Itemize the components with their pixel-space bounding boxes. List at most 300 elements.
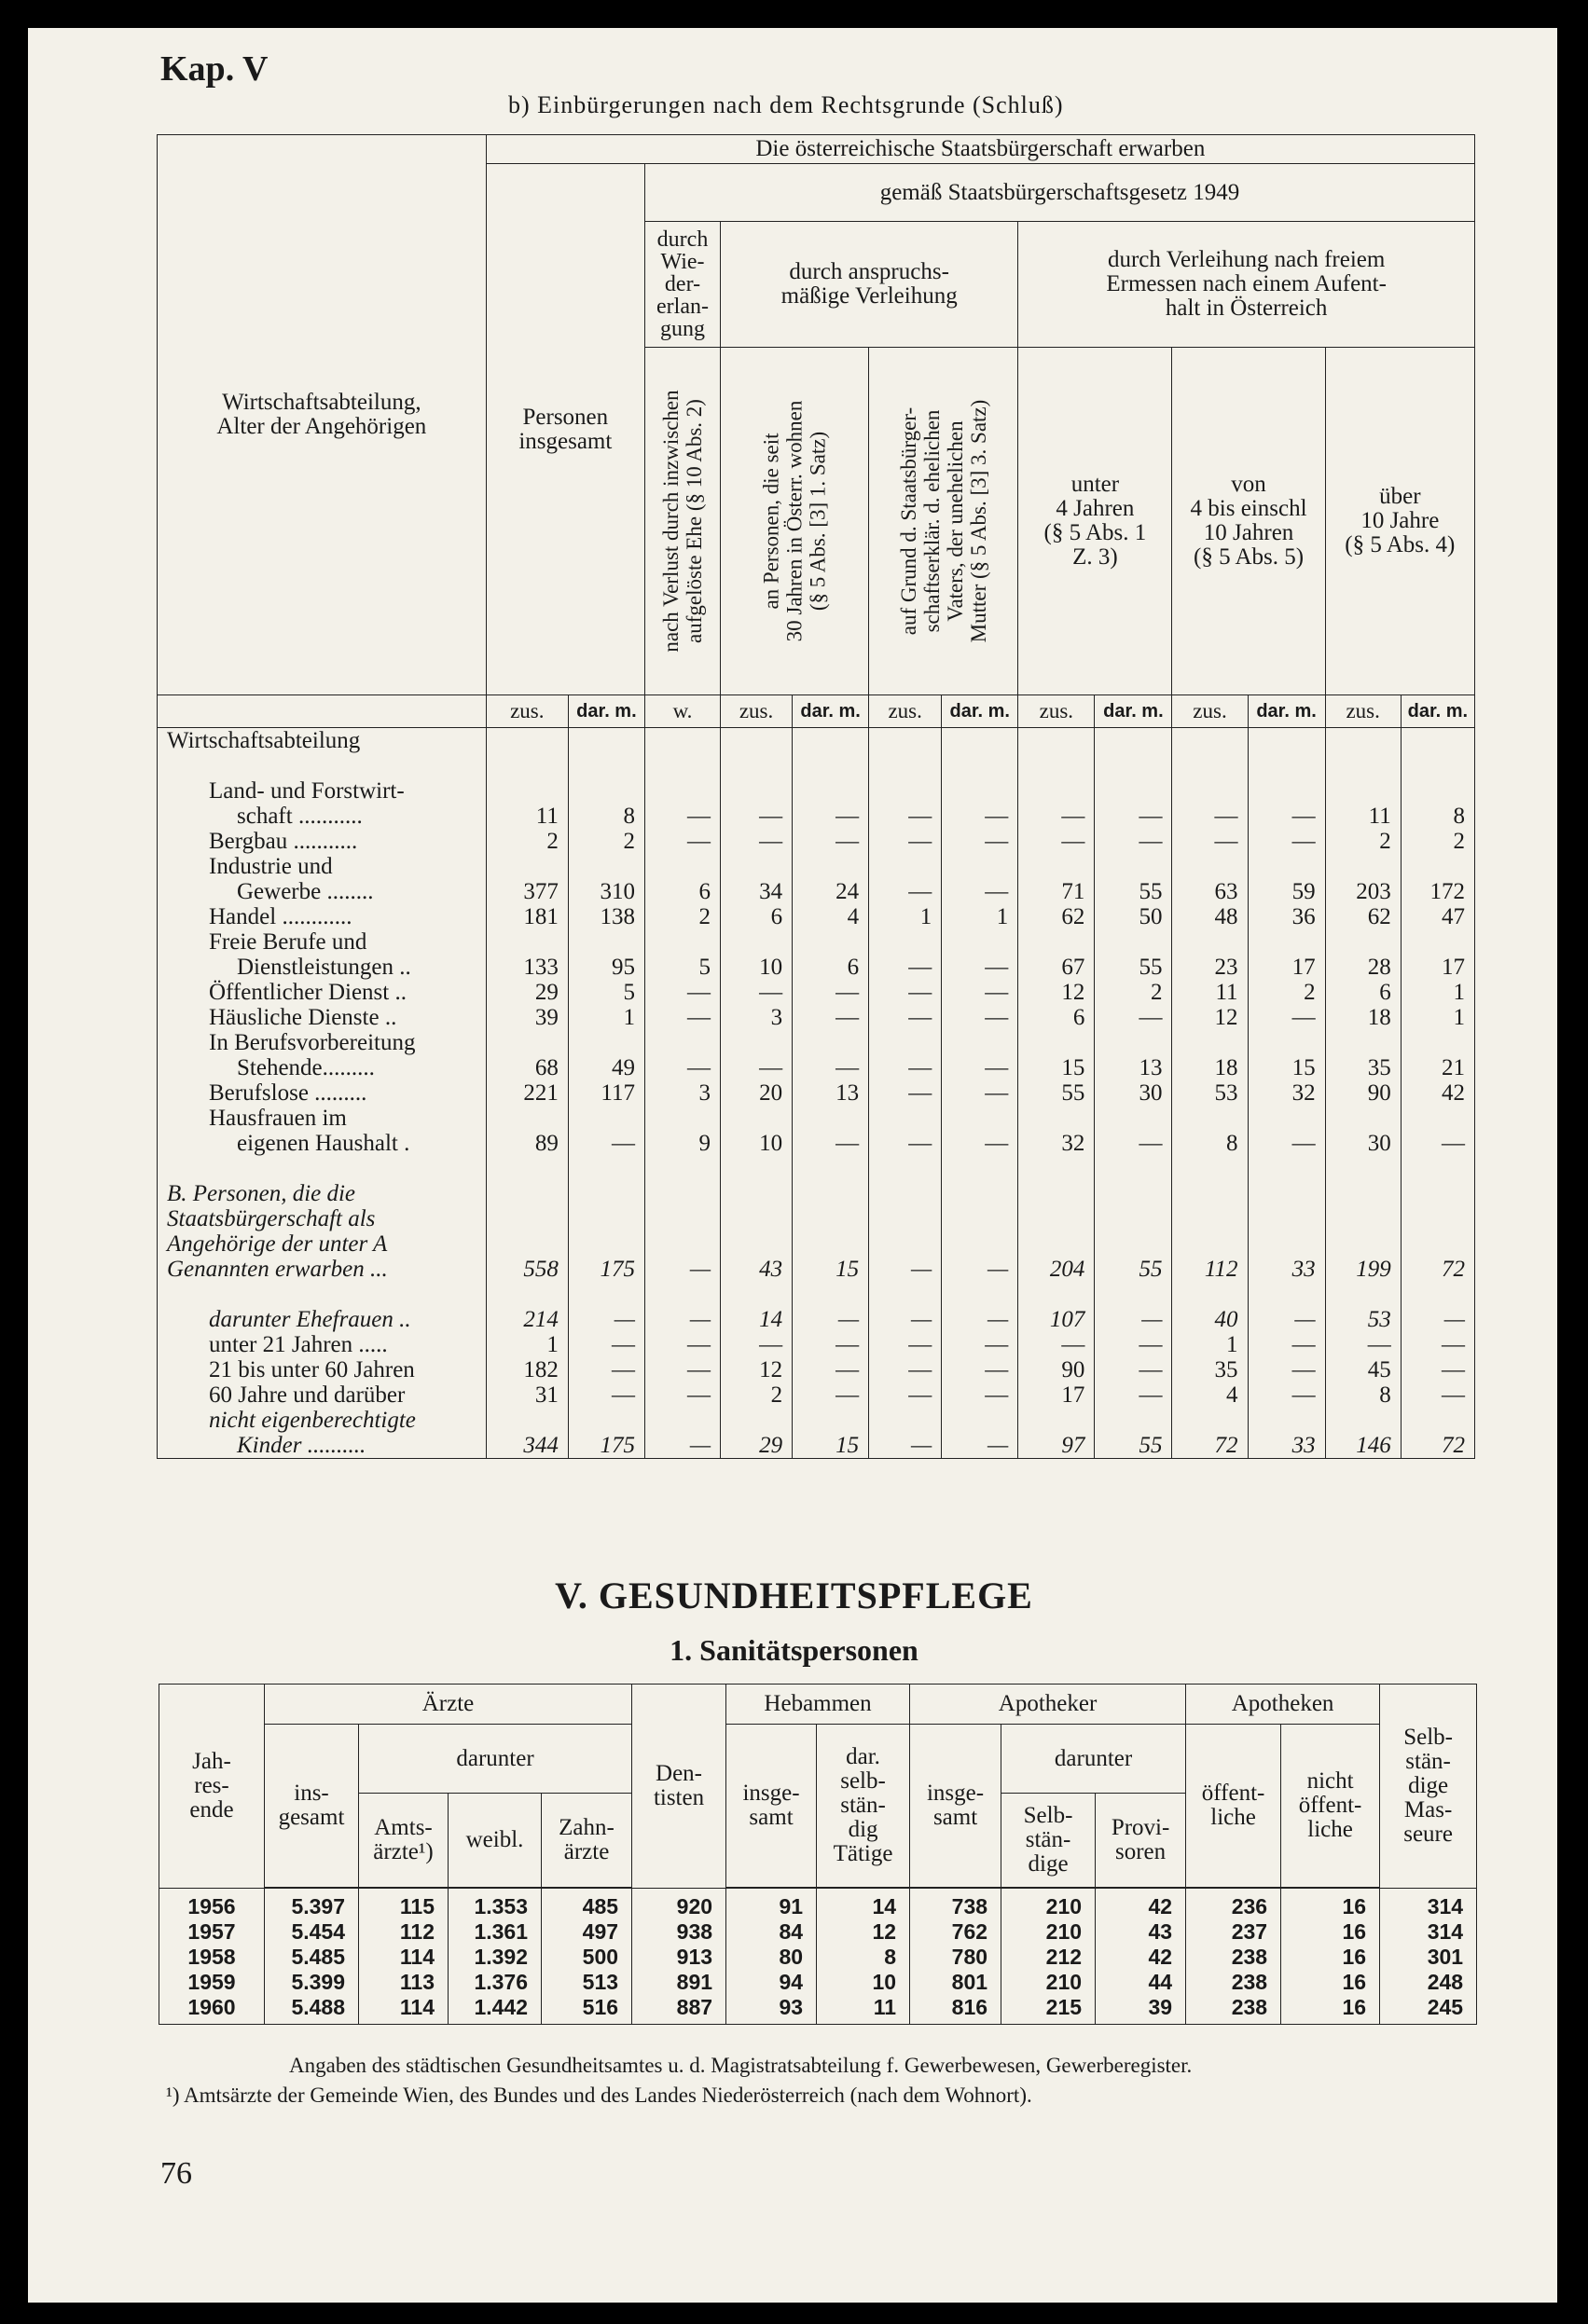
cell-value [1095, 778, 1172, 804]
header-aerzte: Ärzte [265, 1685, 632, 1725]
cell-value [869, 1206, 942, 1231]
row-label-header: Wirtschaftsabteilung, Alter der Angehörigen [158, 135, 487, 695]
cell-value: 887 [632, 1995, 726, 2025]
cell-value: 1 [568, 1005, 644, 1030]
table-row [158, 829, 1475, 854]
cell-value: 50 [1095, 904, 1172, 929]
cell-value: 245 [1380, 1995, 1477, 2025]
cell-value [1172, 1156, 1248, 1181]
cell-value [644, 1030, 720, 1055]
cell-value [1248, 1231, 1325, 1257]
cell-value: 310 [568, 879, 644, 904]
row-label: Angehörige der unter A [158, 1231, 487, 1257]
cell-value: 29 [721, 1433, 793, 1459]
cell-value: 33 [1248, 1257, 1325, 1282]
cell-value [644, 753, 720, 778]
cell-value: — [1018, 829, 1095, 854]
cell-value: 114 [359, 1945, 449, 1970]
cell-value: 55 [1018, 1080, 1095, 1106]
cell-value: 18 [1172, 1055, 1248, 1080]
table-subtitle: b) Einbürgerungen nach dem Rechtsgrunde (Schluß) [508, 91, 1064, 118]
cell-value: — [793, 1307, 869, 1332]
cell-value: 236 [1186, 1889, 1281, 1920]
cell-value [1248, 929, 1325, 955]
row-label: Häusliche Dienste .. [158, 1005, 487, 1030]
cell-value: — [942, 1131, 1018, 1156]
row-label: Freie Berufe und [158, 929, 487, 955]
cell-value: — [721, 829, 793, 854]
cell-value [1172, 728, 1248, 754]
cell-value [1018, 1030, 1095, 1055]
cell-value [1095, 929, 1172, 955]
cell-value: 1.442 [449, 1995, 542, 2025]
cell-value [568, 728, 644, 754]
cell-value: — [644, 1055, 720, 1080]
cell-value [1401, 854, 1474, 879]
cell-value: — [644, 1307, 720, 1332]
cell-value: 920 [632, 1889, 726, 1920]
cell-value: 72 [1172, 1433, 1248, 1459]
cell-value: 314 [1380, 1919, 1477, 1945]
cell-value: 16 [1281, 1919, 1380, 1945]
cell-value: 1.376 [449, 1970, 542, 1995]
cell-value: 1.353 [449, 1889, 542, 1920]
cell-value [486, 728, 568, 754]
year-cell: 1958 [159, 1945, 265, 1970]
cell-value [644, 1206, 720, 1231]
cell-value [1018, 728, 1095, 754]
cell-value: 2 [1095, 980, 1172, 1005]
header-acquired: Die österreichische Staatsbürgerschaft erwarben [486, 135, 1474, 164]
cell-value: — [869, 829, 942, 854]
cell-value: 47 [1401, 904, 1474, 929]
year-cell: 1957 [159, 1919, 265, 1945]
cell-value [1018, 1282, 1095, 1307]
cell-value: 204 [1018, 1257, 1095, 1282]
cell-value: 738 [910, 1889, 1001, 1920]
cell-value: 11 [1325, 804, 1401, 829]
cell-value: 24 [793, 879, 869, 904]
cell-value: 938 [632, 1919, 726, 1945]
cell-value [869, 854, 942, 879]
cell-value [721, 1206, 793, 1231]
cell-value: 89 [486, 1131, 568, 1156]
cell-value: — [869, 955, 942, 980]
cell-value [1248, 778, 1325, 804]
cell-value: 4 [793, 904, 869, 929]
cell-value: — [644, 1005, 720, 1030]
header-apotheker-selbstaendig: Selb- stän- dige [1001, 1794, 1096, 1888]
unit-darm: dar. m. [1095, 695, 1172, 728]
cell-value: — [1325, 1332, 1401, 1357]
cell-value [1401, 1030, 1474, 1055]
cell-value: 28 [1325, 955, 1401, 980]
cell-value: 238 [1186, 1970, 1281, 1995]
cell-value [721, 728, 793, 754]
cell-value: — [793, 1332, 869, 1357]
cell-value: — [1401, 1382, 1474, 1408]
cell-value: — [869, 1382, 942, 1408]
table-row [159, 1995, 1477, 2025]
cell-value: 34 [721, 879, 793, 904]
unit-zus: zus. [1325, 695, 1401, 728]
cell-value [721, 854, 793, 879]
cell-value [942, 728, 1018, 754]
cell-value: 59 [1248, 879, 1325, 904]
header-anspruch: durch anspruchs- mäßige Verleihung [721, 222, 1018, 348]
table-row [158, 904, 1475, 929]
cell-value: — [793, 1357, 869, 1382]
cell-value [1095, 1282, 1172, 1307]
table-row [159, 1970, 1477, 1995]
cell-value [1172, 1408, 1248, 1433]
cell-value: 8 [1172, 1131, 1248, 1156]
table-row [158, 955, 1475, 980]
cell-value: 6 [644, 879, 720, 904]
cell-value: 2 [486, 829, 568, 854]
header-amtsaerzte: Amts- ärzte¹) [359, 1794, 449, 1888]
cell-value [568, 1408, 644, 1433]
cell-value [942, 1282, 1018, 1307]
unit-darm: dar. m. [942, 695, 1018, 728]
cell-value: 210 [1001, 1970, 1096, 1995]
cell-value [486, 753, 568, 778]
row-label [158, 753, 487, 778]
header-apotheker-darunter: darunter [1001, 1725, 1186, 1794]
cell-value [1172, 929, 1248, 955]
cell-value: 14 [721, 1307, 793, 1332]
row-label: Öffentlicher Dienst .. [158, 980, 487, 1005]
cell-value: — [869, 1080, 942, 1106]
cell-value: 43 [1096, 1919, 1186, 1945]
cell-value [1172, 1106, 1248, 1131]
cell-value [1401, 1106, 1474, 1131]
cell-value: — [721, 980, 793, 1005]
cell-value: — [942, 955, 1018, 980]
cell-value: — [793, 1131, 869, 1156]
unit-zus: zus. [486, 695, 568, 728]
header-masseure: Selb- stän- dige Mas- seure [1380, 1685, 1477, 1889]
cell-value: — [568, 1307, 644, 1332]
health-personnel-table [159, 1684, 1477, 2025]
cell-value [721, 1408, 793, 1433]
cell-value: — [644, 804, 720, 829]
cell-value: — [942, 1307, 1018, 1332]
cell-value: 55 [1095, 1433, 1172, 1459]
header-4-to-10: von 4 bis einschl 10 Jahren (§ 5 Abs. 5) [1172, 348, 1325, 695]
cell-value: 2 [1248, 980, 1325, 1005]
cell-value: 175 [568, 1433, 644, 1459]
cell-value: 16 [1281, 1995, 1380, 2025]
table-row [158, 778, 1475, 804]
cell-value: 1 [942, 904, 1018, 929]
cell-value [869, 1106, 942, 1131]
cell-value [568, 1231, 644, 1257]
row-label: schaft ........... [158, 804, 487, 829]
cell-value: 21 [1401, 1055, 1474, 1080]
cell-value: 891 [632, 1970, 726, 1995]
header-hebammen-selbstaendig: dar. selb- stän- dig Tätige [817, 1725, 910, 1888]
cell-value [568, 1156, 644, 1181]
cell-value: 762 [910, 1919, 1001, 1945]
cell-value [1401, 1408, 1474, 1433]
cell-value [486, 1231, 568, 1257]
cell-value [1248, 728, 1325, 754]
table-row [158, 1307, 1475, 1332]
cell-value [1325, 1408, 1401, 1433]
cell-value [486, 1156, 568, 1181]
cell-value: — [644, 1357, 720, 1382]
cell-value [793, 1282, 869, 1307]
cell-value [1018, 1231, 1095, 1257]
cell-value: 172 [1401, 879, 1474, 904]
cell-value: — [721, 1332, 793, 1357]
cell-value: 90 [1325, 1080, 1401, 1106]
cell-value [793, 1408, 869, 1433]
table-row [158, 929, 1475, 955]
cell-value: 1.361 [449, 1919, 542, 1945]
cell-value: 138 [568, 904, 644, 929]
cell-value: 215 [1001, 1995, 1096, 2025]
cell-value: — [869, 1357, 942, 1382]
cell-value [644, 929, 720, 955]
cell-value: 112 [359, 1919, 449, 1945]
row-label: nicht eigenberechtigte [158, 1408, 487, 1433]
section-title: V. GESUNDHEITSPFLEGE [555, 1575, 1033, 1616]
cell-value: 146 [1325, 1433, 1401, 1459]
cell-value [869, 1231, 942, 1257]
cell-value: — [869, 980, 942, 1005]
cell-value: 2 [644, 904, 720, 929]
cell-value [1095, 1156, 1172, 1181]
cell-value: — [942, 1055, 1018, 1080]
cell-value: — [1095, 829, 1172, 854]
cell-value [793, 1206, 869, 1231]
cell-value [793, 1156, 869, 1181]
cell-value [1095, 1231, 1172, 1257]
cell-value [1325, 1231, 1401, 1257]
cell-value: 210 [1001, 1919, 1096, 1945]
cell-value: 113 [359, 1970, 449, 1995]
cell-value [486, 1282, 568, 1307]
cell-value: — [869, 804, 942, 829]
cell-value: — [869, 1332, 942, 1357]
header-provisoren: Provi- soren [1096, 1794, 1186, 1888]
cell-value: 203 [1325, 879, 1401, 904]
cell-value: 13 [1095, 1055, 1172, 1080]
header-parent-declaration: auf Grund d. Staatsbürger- schaftserklär. d. ehelichen Vaters, der unehelichen Mutter (§ 5 Abs. [3] 3. Satz) [869, 348, 1018, 695]
cell-value: — [942, 1433, 1018, 1459]
cell-value: 199 [1325, 1257, 1401, 1282]
cell-value [568, 1181, 644, 1206]
cell-value: 10 [721, 1131, 793, 1156]
cell-value [1172, 854, 1248, 879]
cell-value: — [1248, 829, 1325, 854]
cell-value: 3 [721, 1005, 793, 1030]
cell-value: 84 [726, 1919, 817, 1945]
header-dentisten: Den- tisten [632, 1685, 726, 1889]
cell-value [644, 728, 720, 754]
cell-value: 500 [542, 1945, 632, 1970]
naturalization-table [157, 134, 1475, 1459]
cell-value: 6 [1018, 1005, 1095, 1030]
row-label: Dienstleistungen .. [158, 955, 487, 980]
cell-value: 31 [486, 1382, 568, 1408]
cell-value: — [942, 1080, 1018, 1106]
cell-value: 2 [568, 829, 644, 854]
cell-value: 36 [1248, 904, 1325, 929]
cell-value: 210 [1001, 1889, 1096, 1920]
cell-value [1018, 753, 1095, 778]
cell-value [486, 778, 568, 804]
row-label: Staatsbürgerschaft als [158, 1206, 487, 1231]
cell-value: — [869, 1005, 942, 1030]
cell-value: 35 [1172, 1357, 1248, 1382]
cell-value: — [793, 804, 869, 829]
cell-value: 12 [1018, 980, 1095, 1005]
cell-value: 133 [486, 955, 568, 980]
table-row [158, 1433, 1475, 1459]
cell-value: 95 [568, 955, 644, 980]
unit-darm: dar. m. [568, 695, 644, 728]
cell-value [1401, 1206, 1474, 1231]
cell-value [721, 929, 793, 955]
cell-value [721, 1030, 793, 1055]
cell-value [942, 1106, 1018, 1131]
year-cell: 1960 [159, 1995, 265, 2025]
row-label: Gewerbe ........ [158, 879, 487, 904]
cell-value [1248, 753, 1325, 778]
cell-value: 43 [721, 1257, 793, 1282]
cell-value [721, 1282, 793, 1307]
cell-value [644, 1156, 720, 1181]
cell-value [942, 1408, 1018, 1433]
cell-value [793, 929, 869, 955]
cell-value: 5.485 [265, 1945, 359, 1970]
cell-value: — [644, 829, 720, 854]
cell-value [1401, 929, 1474, 955]
cell-value: 42 [1401, 1080, 1474, 1106]
cell-value: — [869, 1055, 942, 1080]
header-over-10: über 10 Jahre (§ 5 Abs. 4) [1325, 348, 1474, 695]
cell-value: 32 [1018, 1131, 1095, 1156]
header-law-1949: gemäß Staatsbürgerschaftsgesetz 1949 [644, 164, 1474, 222]
cell-value [1095, 753, 1172, 778]
cell-value [1325, 1106, 1401, 1131]
cell-value: 15 [1018, 1055, 1095, 1080]
table-row [158, 1382, 1475, 1408]
cell-value: 181 [486, 904, 568, 929]
cell-value [1172, 778, 1248, 804]
cell-value [644, 1181, 720, 1206]
table-row [158, 728, 1475, 754]
cell-value [793, 728, 869, 754]
cell-value: — [568, 1131, 644, 1156]
cell-value: — [1248, 1382, 1325, 1408]
row-label [158, 1156, 487, 1181]
cell-value: — [869, 1131, 942, 1156]
row-label: 60 Jahre und darüber [158, 1382, 487, 1408]
cell-value: 182 [486, 1357, 568, 1382]
cell-value: 513 [542, 1970, 632, 1995]
header-aerzte-insgesamt: ins- gesamt [265, 1725, 359, 1888]
cell-value [568, 1106, 644, 1131]
cell-value: 237 [1186, 1919, 1281, 1945]
table-row [159, 1919, 1477, 1945]
cell-value [568, 1030, 644, 1055]
row-label: Kinder .......... [158, 1433, 487, 1459]
cell-value: — [1401, 1131, 1474, 1156]
cell-value: 344 [486, 1433, 568, 1459]
cell-value: 17 [1248, 955, 1325, 980]
cell-value: 11 [817, 1995, 910, 2025]
cell-value [1248, 1030, 1325, 1055]
cell-value [568, 1282, 644, 1307]
cell-value: — [1172, 829, 1248, 854]
header-ermessen: durch Verleihung nach freiem Ermessen nach einem Aufent- halt in Österreich [1018, 222, 1475, 348]
cell-value [1248, 1206, 1325, 1231]
row-label: Genannten erwarben ... [158, 1257, 487, 1282]
cell-value [793, 1106, 869, 1131]
cell-value: — [942, 980, 1018, 1005]
header-30-years: an Personen, die seit 30 Jahren in Österr. wohnen (§ 5 Abs. [3] 1. Satz) [721, 348, 869, 695]
cell-value [869, 778, 942, 804]
cell-value: 5.399 [265, 1970, 359, 1995]
cell-value: 97 [1018, 1433, 1095, 1459]
cell-value: 17 [1018, 1382, 1095, 1408]
cell-value: 107 [1018, 1307, 1095, 1332]
cell-value: 377 [486, 879, 568, 904]
cell-value: 2 [721, 1382, 793, 1408]
header-year: Jah- res- ende [159, 1685, 265, 1889]
row-label: darunter Ehefrauen .. [158, 1307, 487, 1332]
cell-value: 5 [568, 980, 644, 1005]
cell-value [1401, 778, 1474, 804]
header-apotheken: Apotheken [1186, 1685, 1380, 1725]
cell-value [942, 1231, 1018, 1257]
cell-value [869, 1408, 942, 1433]
cell-value [1401, 753, 1474, 778]
cell-value: — [1095, 1307, 1172, 1332]
table-row [158, 1055, 1475, 1080]
cell-value: 1 [1401, 980, 1474, 1005]
cell-value: 35 [1325, 1055, 1401, 1080]
cell-value [1248, 1282, 1325, 1307]
header-weiblich: weibl. [449, 1794, 542, 1888]
cell-value: 8 [817, 1945, 910, 1970]
cell-value: — [1018, 1332, 1095, 1357]
cell-value: — [942, 1332, 1018, 1357]
cell-value: 62 [1018, 904, 1095, 929]
cell-value: 72 [1401, 1257, 1474, 1282]
health-personnel-body [159, 1889, 1477, 2025]
cell-value [1325, 1206, 1401, 1231]
unit-zus: zus. [869, 695, 942, 728]
cell-value: 558 [486, 1257, 568, 1282]
table-row [158, 1408, 1475, 1433]
cell-value [869, 1181, 942, 1206]
cell-value: — [721, 1055, 793, 1080]
cell-value [869, 753, 942, 778]
cell-value [1172, 1030, 1248, 1055]
footnote-1: ¹) Amtsärzte der Gemeinde Wien, des Bundes und des Landes Niederösterreich (nach dem Wohnort). [166, 2083, 1032, 2107]
header-apotheken-nicht-oeffentlich: nicht öffent- liche [1281, 1725, 1380, 1888]
cell-value: — [793, 980, 869, 1005]
table-row [158, 1005, 1475, 1030]
cell-value [1325, 1156, 1401, 1181]
cell-value: — [1172, 804, 1248, 829]
cell-value: 12 [721, 1357, 793, 1382]
